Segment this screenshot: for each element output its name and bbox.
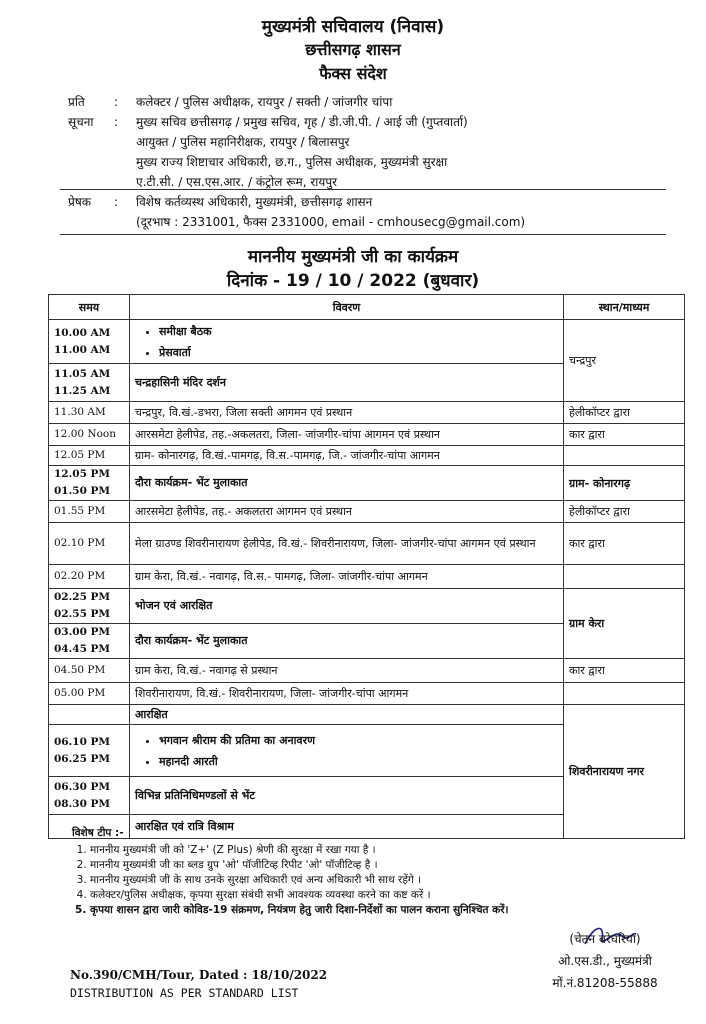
footer bbox=[70, 966, 327, 1002]
notes-heading: विशेष टीप :- bbox=[72, 827, 124, 839]
details-cell: • समीक्षा बैठक • प्रेसवार्ता bbox=[130, 320, 564, 364]
signature-block bbox=[520, 928, 690, 994]
column-header-details: विवरण bbox=[130, 295, 564, 320]
details-cell: आरसमेटा हेलीपेड, तह.- अकलतरा आगमन एवं प्रस्थान bbox=[130, 501, 564, 523]
note-item: 4. कलेक्टर/पुलिस अधीक्षक, कृपया सुरक्षा संबंधी सभी आवश्यक व्यवस्था करने का कष्ट करें । bbox=[90, 888, 692, 903]
info-row bbox=[68, 112, 668, 192]
signatory-designation: ओ.एस.डी., मुख्यमंत्री bbox=[558, 954, 652, 968]
address-block bbox=[68, 92, 668, 192]
sender-value bbox=[136, 192, 668, 232]
info-line: मुख्य सचिव छत्तीसगढ़ / प्रमुख सचिव, गृह / डी.जी.पी. / आई जी (गुप्तवार्ता) bbox=[136, 115, 468, 129]
time-cell: 02.25 PM 02.55 PM bbox=[49, 589, 130, 624]
time-cell: 11.30 AM bbox=[49, 402, 130, 424]
fax-message-title: फैक्स संदेश bbox=[319, 64, 387, 83]
special-notes bbox=[62, 826, 692, 918]
to-row bbox=[68, 92, 668, 112]
time-cell: 12.05 PM 01.50 PM bbox=[49, 466, 130, 501]
colon: : bbox=[114, 195, 119, 209]
place-cell bbox=[564, 446, 685, 466]
table-row bbox=[49, 589, 685, 624]
table-row bbox=[49, 320, 685, 364]
sender-row bbox=[68, 192, 668, 232]
place-cell: चन्द्रपुर bbox=[564, 320, 685, 402]
note-item: 1. माननीय मुख्यमंत्री जी को 'Z+' (Z Plus) श्रेणी की सुरक्षा में रखा गया है । bbox=[90, 843, 692, 858]
details-cell: आरसमेटा हेलीपेड, तह.-अकलतरा, जिला- जांजगीर-चांपा आगमन एवं प्रस्थान bbox=[130, 424, 564, 446]
to-value: कलेक्टर / पुलिस अधीक्षक, रायपुर / सक्ती / जांजगीर चांपा bbox=[136, 95, 393, 109]
program-title: माननीय मुख्यमंत्री जी का कार्यक्रम bbox=[247, 247, 459, 267]
program-date: दिनांक - 19 / 10 / 2022 (बुधवार) bbox=[226, 271, 480, 291]
sender-label: प्रेषक bbox=[68, 195, 91, 209]
time-cell: 02.10 PM bbox=[49, 523, 130, 565]
table-row bbox=[49, 466, 685, 501]
place-cell: शिवरीनारायण नगर bbox=[564, 705, 685, 839]
distribution-note: DISTRIBUTION AS PER STANDARD LIST bbox=[70, 986, 299, 1000]
schedule-table bbox=[48, 294, 685, 839]
time-cell: 11.05 AM 11.25 AM bbox=[49, 364, 130, 402]
info-value bbox=[136, 112, 668, 192]
to-label: प्रति bbox=[68, 95, 85, 109]
place-cell bbox=[564, 683, 685, 705]
colon: : bbox=[114, 95, 119, 109]
colon: : bbox=[114, 115, 119, 129]
signatory-mobile: मों.नं.81208-55888 bbox=[552, 976, 658, 990]
place-cell: कार द्वारा bbox=[564, 424, 685, 446]
table-header-row bbox=[49, 295, 685, 320]
column-header-time: समय bbox=[49, 295, 130, 320]
place-cell: ग्राम- कोनारगढ़ bbox=[564, 466, 685, 501]
details-cell: दौरा कार्यक्रम- भेंट मुलाकात bbox=[130, 624, 564, 659]
details-cell: ग्राम केरा, वि.खं.- नवागढ़ से प्रस्थान bbox=[130, 659, 564, 683]
office-title: मुख्यमंत्री सचिवालय (निवास) bbox=[261, 17, 445, 37]
column-header-place: स्थान/माध्यम bbox=[564, 295, 685, 320]
place-cell: हेलीकॉप्टर द्वारा bbox=[564, 501, 685, 523]
time-cell: 12.00 Noon bbox=[49, 424, 130, 446]
details-cell: शिवरीनारायण, वि.खं.- शिवरीनारायण, जिला- जांजगीर-चांपा आगमन bbox=[130, 683, 564, 705]
time-cell bbox=[49, 705, 130, 725]
info-line: मुख्य राज्य शिष्टाचार अधिकारी, छ.ग., पुलिस अधीक्षक, मुख्यमंत्री सुरक्षा bbox=[136, 155, 448, 169]
note-item: 5. कृपया शासन द्वारा जारी कोविड-19 संक्रमण, नियंत्रण हेतु जारी दिशा-निर्देशों का पालन कराना सुनिश्चित करें। bbox=[90, 903, 692, 918]
details-cell: • भगवान श्रीराम की प्रतिमा का अनावरण • महानदी आरती bbox=[130, 725, 564, 777]
details-cell: आरक्षित एवं रात्रि विश्राम bbox=[130, 815, 564, 839]
details-cell: मेला ग्राउण्ड शिवरीनारायण हेलीपेड, वि.खं.- शिवरीनारायण, जिला- जांजगीर-चांपा आगमन एवं प्रस्थान bbox=[130, 523, 564, 565]
table-row bbox=[49, 659, 685, 683]
place-cell bbox=[564, 565, 685, 589]
sender-line: (दूरभाष : 2331001, फैक्स 2331000, email - cmhousecg@gmail.com) bbox=[136, 215, 526, 229]
divider bbox=[60, 234, 666, 235]
details-cell: विभिन्न प्रतिनिधिमण्डलों से भेंट bbox=[130, 777, 564, 815]
sender-block bbox=[68, 192, 668, 232]
table-row bbox=[49, 705, 685, 725]
info-label: सूचना bbox=[68, 115, 94, 129]
table-row bbox=[49, 523, 685, 565]
details-cell: चन्द्रहासिनी मंदिर दर्शन bbox=[130, 364, 564, 402]
sender-line: विशेष कर्तव्यस्थ अधिकारी, मुख्यमंत्री, छत्तीसगढ़ शासन bbox=[136, 195, 373, 209]
note-item: 2. माननीय मुख्यमंत्री जी का ब्लड ग्रुप 'ओ' पॉजीटिव्ह रिपीट 'ओ' पॉजीटिव्ह है । bbox=[90, 858, 692, 873]
table-row bbox=[49, 446, 685, 466]
table-row bbox=[49, 501, 685, 523]
divider bbox=[60, 189, 666, 190]
place-cell: कार द्वारा bbox=[564, 523, 685, 565]
place-cell: कार द्वारा bbox=[564, 659, 685, 683]
time-cell: 06.10 PM 06.25 PM bbox=[49, 725, 130, 777]
letter-number: No.390/CMH/Tour, Dated : 18/10/2022 bbox=[70, 968, 328, 982]
table-row bbox=[49, 424, 685, 446]
time-cell: 05.00 PM bbox=[49, 683, 130, 705]
note-item: 3. माननीय मुख्यमंत्री जी के साथ उनके सुरक्षा अधिकारी एवं अन्य अधिकारी भी साथ रहेंगे । bbox=[90, 873, 692, 888]
details-cell: ग्राम- कोनारगढ़, वि.खं.-पामगढ़, वि.स.-पामगढ़, जि.- जांजगीर-चांपा आगमन bbox=[130, 446, 564, 466]
time-cell: 03.00 PM 04.45 PM bbox=[49, 624, 130, 659]
details-cell: भोजन एवं आरक्षित bbox=[130, 589, 564, 624]
info-line: ए.टी.सी. / एस.एस.आर. / कंट्रोल रूम, रायपुर bbox=[136, 175, 338, 189]
details-cell: आरक्षित bbox=[130, 705, 564, 725]
table-row bbox=[49, 683, 685, 705]
government-title: छत्तीसगढ़ शासन bbox=[305, 40, 401, 59]
info-line: आयुक्त / पुलिस महानिरीक्षक, रायपुर / बिलासपुर bbox=[136, 135, 350, 149]
time-cell: 04.50 PM bbox=[49, 659, 130, 683]
place-cell: हेलीकॉप्टर द्वारा bbox=[564, 402, 685, 424]
table-row bbox=[49, 565, 685, 589]
time-cell: 02.20 PM bbox=[49, 565, 130, 589]
time-cell: 10.00 AM 11.00 AM bbox=[49, 320, 130, 364]
time-cell: 12.05 PM bbox=[49, 446, 130, 466]
time-cell: 01.55 PM bbox=[49, 501, 130, 523]
table-row bbox=[49, 402, 685, 424]
details-cell: ग्राम केरा, वि.खं.- नवागढ़, वि.स.- पामगढ़, जिला- जांजगीर-चांपा आगमन bbox=[130, 565, 564, 589]
place-cell: ग्राम केरा bbox=[564, 589, 685, 659]
details-cell: दौरा कार्यक्रम- भेंट मुलाकात bbox=[130, 466, 564, 501]
signatory-name: (चेतन बरेघरिया) bbox=[569, 932, 641, 946]
details-cell: चन्द्रपुर, वि.खं.-डभरा, जिला सक्ती आगमन एवं प्रस्थान bbox=[130, 402, 564, 424]
time-cell: 06.30 PM 08.30 PM bbox=[49, 777, 130, 815]
